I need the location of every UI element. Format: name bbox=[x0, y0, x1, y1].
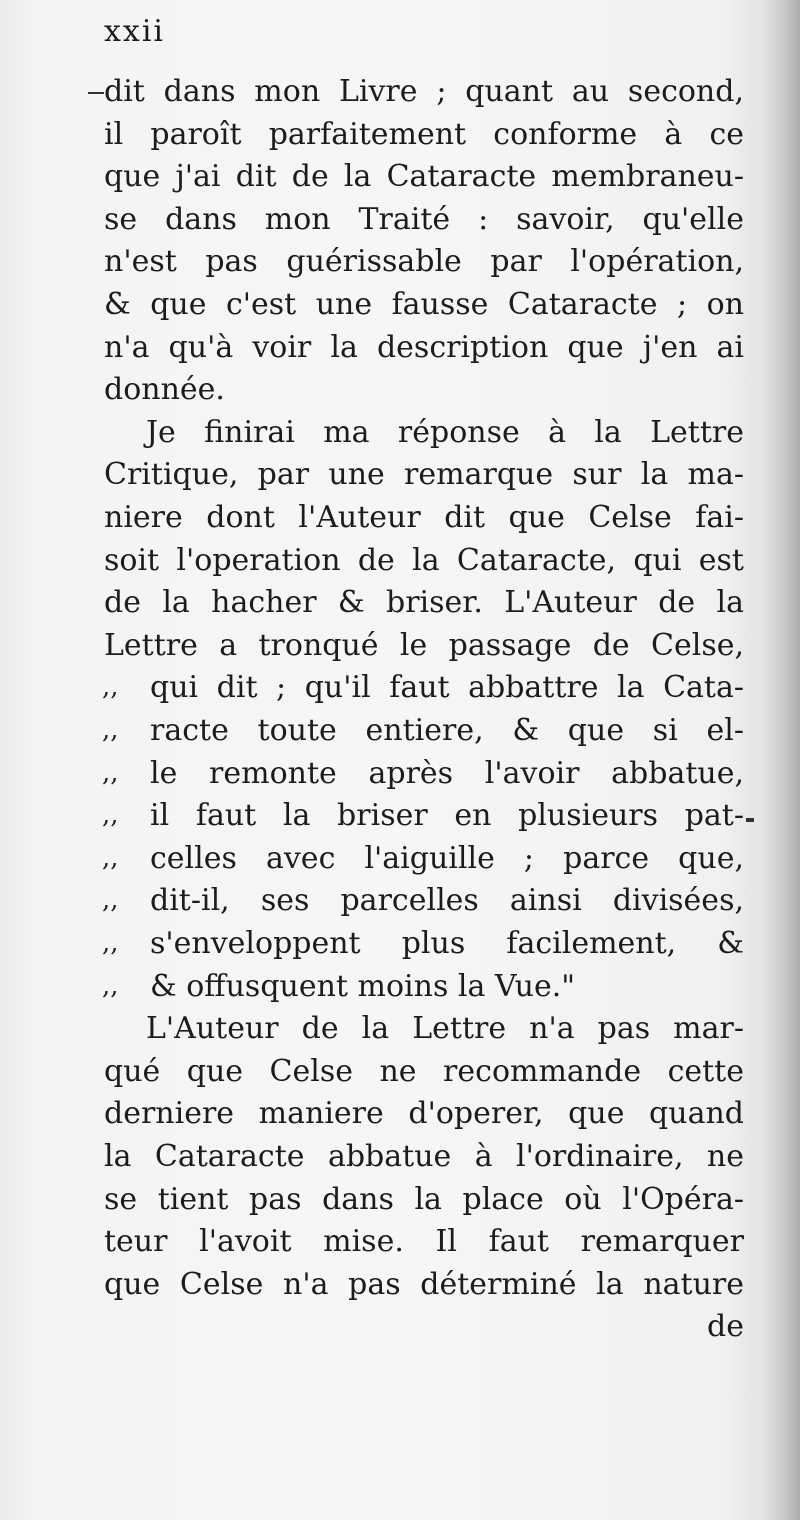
margin-mark bbox=[88, 92, 104, 94]
text-line-content: racte toute entiere, & que si el- bbox=[150, 713, 744, 748]
text-line-content: qui dit ; qu'il faut abbattre la Cata- bbox=[150, 670, 744, 706]
text-line bbox=[104, 1135, 744, 1178]
text-line bbox=[104, 922, 744, 965]
text-line bbox=[104, 965, 744, 1008]
text-line bbox=[104, 411, 744, 454]
text-line bbox=[104, 794, 744, 837]
text-line-content: que j'ai dit de la Cataracte membraneu- bbox=[104, 159, 744, 195]
text-line bbox=[104, 1220, 744, 1263]
text-line-content: il paroît parfaitement conforme à ce bbox=[104, 116, 744, 152]
gutter-shadow bbox=[760, 0, 800, 1520]
page-number: xxii bbox=[104, 14, 166, 49]
text-line bbox=[104, 709, 744, 752]
text-line-content: se dans mon Traité : savoir, qu'elle bbox=[104, 201, 744, 237]
quotation-mark: ,, bbox=[102, 928, 119, 958]
text-line-content: & que c'est une fausse Cataracte ; on bbox=[104, 287, 744, 322]
text-line bbox=[104, 496, 744, 539]
text-line-content: Lettre a tronqué le passage de Celse, bbox=[104, 627, 744, 663]
text-line-content: dit-il, ses parcelles ainsi divisées, bbox=[150, 883, 744, 919]
text-line bbox=[104, 581, 744, 624]
text-line bbox=[104, 1050, 744, 1093]
text-line bbox=[104, 624, 744, 667]
text-line-content: n'est pas guérissable par l'opération, bbox=[104, 244, 744, 280]
text-line-content: dit dans mon Livre ; quant au second, bbox=[104, 74, 744, 109]
text-line bbox=[104, 113, 744, 156]
text-line-content: il faut la briser en plusieurs pat- bbox=[150, 798, 744, 834]
text-line-content: de la hacher & briser. L'Auteur de la bbox=[104, 585, 744, 621]
quotation-mark: ,, bbox=[102, 885, 119, 916]
quotation-mark: ,, bbox=[102, 842, 119, 873]
text-line-content: se tient pas dans la place où l'Opéra- bbox=[104, 1181, 744, 1217]
text-line bbox=[104, 240, 744, 283]
text-line-content: donnée. bbox=[104, 372, 225, 408]
text-line bbox=[104, 326, 744, 369]
quotation-mark: ,, bbox=[102, 800, 119, 831]
text-line bbox=[104, 879, 744, 922]
text-line-content: s'enveloppent plus facilement, & bbox=[150, 926, 744, 961]
text-line bbox=[104, 1092, 744, 1135]
text-line-content: & offusquent moins la Vue." bbox=[150, 968, 576, 1004]
text-line bbox=[104, 368, 744, 411]
quotation-mark: ,, bbox=[102, 715, 119, 745]
text-line-content: niere dont l'Auteur dit que Celse fai- bbox=[104, 500, 744, 535]
text-line bbox=[104, 453, 744, 496]
text-line-content: la Cataracte abbatue à l'ordinaire, ne bbox=[104, 1139, 744, 1174]
quotation-mark: ,, bbox=[102, 672, 119, 703]
text-line-content: celles avec l'aiguille ; parce que, bbox=[150, 840, 744, 876]
text-line bbox=[104, 1263, 744, 1306]
text-line bbox=[104, 539, 744, 582]
text-line bbox=[104, 198, 744, 241]
text-line bbox=[104, 1178, 744, 1221]
text-line bbox=[104, 837, 744, 880]
text-line bbox=[104, 283, 744, 326]
text-line-content: Je finirai ma réponse à la Lettre bbox=[146, 414, 744, 450]
text-line-content: qué que Celse ne recommande cette bbox=[104, 1053, 744, 1089]
text-line bbox=[104, 752, 744, 795]
text-line-content: derniere maniere d'operer, que quand bbox=[104, 1096, 744, 1132]
text-line-content: Critique, par une remarque sur la ma- bbox=[104, 457, 744, 493]
text-line bbox=[104, 666, 744, 709]
quotation-mark: ,, bbox=[102, 970, 119, 1001]
text-line bbox=[104, 70, 744, 113]
text-line-content: n'a qu'à voir la description que j'en ai bbox=[104, 329, 744, 365]
text-line bbox=[104, 1007, 744, 1050]
text-line bbox=[104, 155, 744, 198]
catchword: de bbox=[707, 1309, 744, 1345]
margin-mark bbox=[746, 818, 754, 822]
text-line-content: soit l'operation de la Cataracte, qui est bbox=[104, 542, 744, 578]
text-line-content: le remonte après l'avoir abbatue, bbox=[150, 755, 744, 791]
text-line-content: que Celse n'a pas déterminé la nature bbox=[104, 1266, 744, 1302]
quotation-mark: ,, bbox=[102, 757, 119, 788]
text-line-content: teur l'avoit mise. Il faut remarquer bbox=[104, 1224, 744, 1260]
text-line-content: L'Auteur de la Lettre n'a pas mar- bbox=[146, 1011, 744, 1047]
